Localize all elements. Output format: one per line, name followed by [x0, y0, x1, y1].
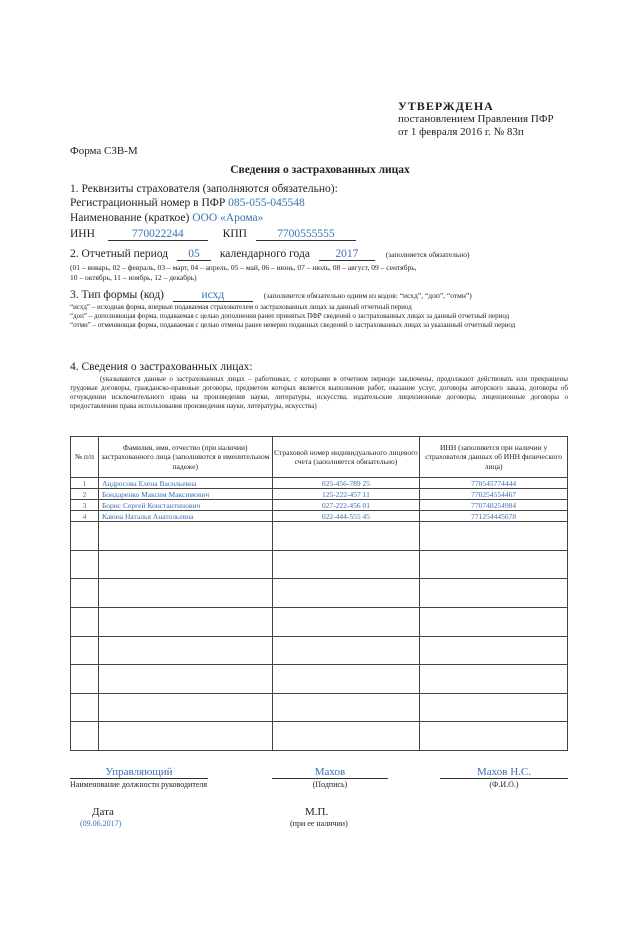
form-type-desc-otmn: “отмн” – отменяющая форма, подаваемая с целью отмены ранее неверно поданных сведений о застрахованных лицах за указанный отчетный период	[70, 321, 516, 329]
months-line-2: 10 – октябрь, 11 – ноябрь, 12 – декабрь)	[70, 273, 197, 282]
form-type-descriptions	[70, 303, 568, 330]
kpp-value[interactable]: 7700555555	[256, 228, 356, 241]
cell-inn[interactable]: 770254554467	[420, 489, 568, 500]
stamp-label: М.П.	[305, 806, 329, 818]
period-value[interactable]: 05	[177, 248, 211, 261]
date-label: Дата	[92, 806, 114, 818]
form-type-desc-ishd: “исхд” – исходная форма, впервые подаваемая страхователем о застрахованных лицах за данный отчетный период	[70, 303, 412, 311]
insured-persons-table	[70, 436, 568, 751]
reg-number-label: Регистрационный номер в ПФР	[70, 197, 226, 209]
table-row[interactable]	[71, 489, 568, 500]
reg-number-value[interactable]: 085-055-045548	[228, 197, 305, 209]
table-row-empty[interactable]	[71, 693, 568, 722]
year-label: календарного года	[219, 248, 310, 260]
table-row[interactable]	[71, 500, 568, 511]
cell-fio[interactable]: Бондаренко Максим Максимович	[98, 489, 272, 500]
cell-number: 4	[71, 511, 99, 522]
section4-heading: 4. Сведения о застрахованных лицах:	[70, 361, 253, 373]
months-legend	[70, 263, 570, 283]
header-number: № п/п	[71, 437, 99, 478]
org-name-row	[70, 212, 263, 224]
table-row-empty[interactable]	[71, 579, 568, 608]
cell-number: 1	[71, 478, 99, 489]
cell-snils[interactable]: 027-222-456 01	[272, 500, 420, 511]
form-type-row	[70, 289, 472, 302]
approval-line-2: от 1 февраля 2016 г. № 83п	[398, 126, 524, 138]
cell-number: 2	[71, 489, 99, 500]
year-value[interactable]: 2017	[319, 248, 375, 261]
signature-caption: (Подпись)	[312, 780, 348, 789]
table-row-empty[interactable]	[71, 722, 568, 751]
header-fio: Фамилия, имя, отчество (при наличии) застрахованного лица (заполняются в именительном падеже)	[98, 437, 272, 478]
approval-block	[398, 100, 598, 139]
signature-value[interactable]: Махов	[272, 766, 388, 779]
kpp-label: КПП	[222, 228, 247, 240]
cell-number: 3	[71, 500, 99, 511]
form-name: Форма СЗВ-М	[70, 145, 138, 157]
fio-value[interactable]: Махов Н.С.	[440, 766, 568, 779]
document-title: Сведения о застрахованных лицах	[230, 164, 410, 176]
table-row-empty[interactable]	[71, 607, 568, 636]
table-row-empty[interactable]	[71, 665, 568, 694]
period-label: 2. Отчетный период	[70, 248, 169, 260]
form-type-value[interactable]: исхд	[173, 289, 253, 302]
cell-fio[interactable]: Андросова Елена Васильевна	[98, 478, 272, 489]
form-type-note: (заполняется обязательно одним из кодов: “исхд”, “доп”, “отмн”)	[263, 291, 472, 300]
approval-title: УТВЕРЖДЕНА	[398, 99, 494, 113]
period-note: (заполняется обязательно)	[385, 250, 470, 259]
table-row[interactable]	[71, 478, 568, 489]
form-type-desc-dop: “доп” – дополняющая форма, подаваемая с целью дополнения ранее принятых ПФР сведений о застрахованных лицах за данный отчетный период	[70, 312, 510, 320]
period-row	[70, 248, 470, 261]
months-line-1: (01 – январь, 02 – февраль, 03 – март, 04 – апрель, 05 – май, 06 – июнь, 07 – июль, 08 – август, 09 – сентябрь,	[70, 263, 417, 272]
approval-line-1: постановлением Правления ПФР	[398, 113, 554, 125]
header-snils: Страховой номер индивидуального лицевого счета (заполняется обязательно)	[272, 437, 420, 478]
cell-inn[interactable]: 770748254984	[420, 500, 568, 511]
table-row[interactable]	[71, 511, 568, 522]
section1-heading: 1. Реквизиты страхователя (заполняются обязательно):	[70, 183, 338, 195]
date-value[interactable]: (09.06.2017)	[80, 819, 122, 828]
table-row-empty[interactable]	[71, 636, 568, 665]
reg-number-row	[70, 197, 305, 209]
header-inn: ИНН (заполняется при наличии у страхователя данных об ИНН физического лица)	[420, 437, 568, 478]
table-header-row	[71, 437, 568, 478]
cell-inn[interactable]: 770545774444	[420, 478, 568, 489]
org-name-value[interactable]: ООО «Арома»	[192, 212, 264, 224]
inn-value[interactable]: 770022244	[108, 228, 208, 241]
cell-fio[interactable]: Каюна Наталья Анатольевна	[98, 511, 272, 522]
cell-fio[interactable]: Борис Сергей Константинович	[98, 500, 272, 511]
inn-kpp-row	[70, 228, 356, 241]
position-caption: Наименование должности руководителя	[70, 780, 208, 789]
section4-description: (указываются данные о застрахованных лицах – работниках, с которыми в отчетном периоде заключены, продолжают действовать или прекращены трудовые договоры, гражданско-правовые договоры, предметом которых является выполнение работ, оказание услуг, договоры авторского заказа, договоры об отчуждении исключительного права на произведения науки, литературы, искусства, издательские лицензионные договоры, лицензионные договоры о предоставлении права использования произведения науки, литературы, искусства)	[70, 375, 568, 410]
cell-snils[interactable]: 025-456-789 25	[272, 478, 420, 489]
stamp-caption: (при ее наличии)	[290, 819, 348, 828]
inn-label: ИНН	[70, 228, 95, 240]
position-value[interactable]: Управляющий	[70, 766, 208, 779]
cell-inn[interactable]: 771254445678	[420, 511, 568, 522]
org-name-label: Наименование (краткое)	[70, 212, 190, 224]
table-row-empty[interactable]	[71, 522, 568, 551]
cell-snils[interactable]: 125-222-457 11	[272, 489, 420, 500]
form-type-label: 3. Тип формы (код)	[70, 289, 165, 301]
table-row-empty[interactable]	[71, 550, 568, 579]
fio-caption: (Ф.И.О.)	[489, 780, 519, 789]
cell-snils[interactable]: 022-444-555 45	[272, 511, 420, 522]
